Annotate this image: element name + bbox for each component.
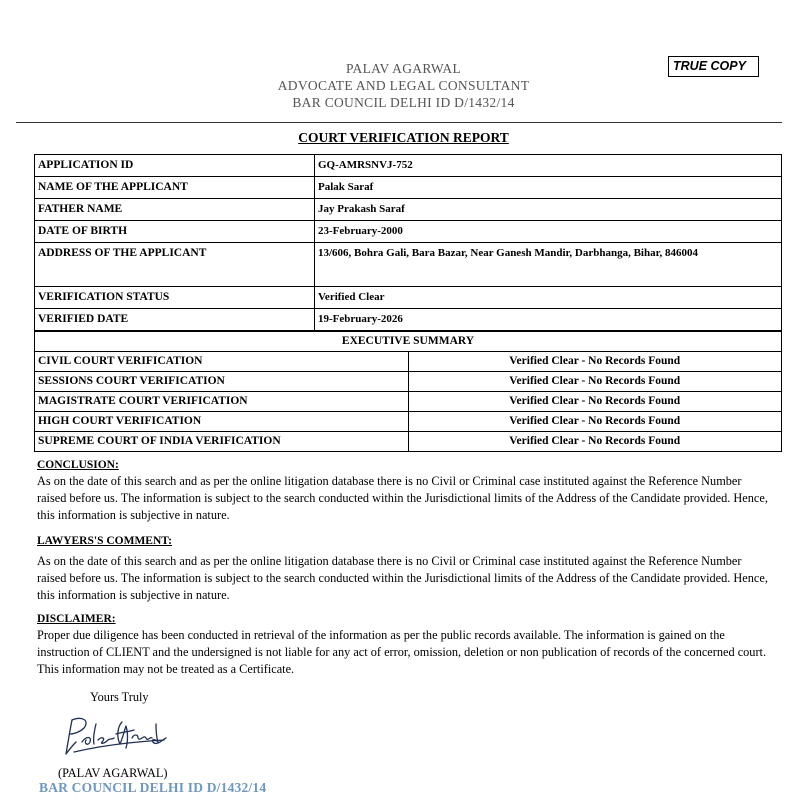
header-divider <box>16 122 782 123</box>
row-label: CIVIL COURT VERIFICATION <box>35 352 409 372</box>
row-label: APPLICATION ID <box>35 155 315 177</box>
conclusion-heading: CONCLUSION: <box>37 459 119 471</box>
table-row <box>35 309 782 331</box>
table-row <box>35 155 782 177</box>
row-value: Verified Clear - No Records Found <box>408 372 782 392</box>
row-label: VERIFICATION STATUS <box>35 287 315 309</box>
row-value: 13/606, Bohra Gali, Bara Bazar, Near Ganesh Mandir, Darbhanga, Bihar, 846004 <box>315 243 782 287</box>
applicant-details-table <box>34 154 782 331</box>
row-value: Verified Clear - No Records Found <box>408 412 782 432</box>
row-value: Jay Prakash Saraf <box>315 199 782 221</box>
report-title: COURT VERIFICATION REPORT <box>298 130 509 145</box>
table-row <box>35 177 782 199</box>
row-value: 23-February-2000 <box>315 221 782 243</box>
row-label: ADDRESS OF THE APPLICANT <box>35 243 315 287</box>
conclusion-text: As on the date of this search and as per the online litigation database there is no Civil or Criminal case instituted against the Reference Number raised before us. The information is subject to the search conducted within the Jurisdictional limits of the Address of the Candidate provided. Hence, this information is subjective in nature. <box>37 474 768 523</box>
table-row <box>35 412 782 432</box>
summary-title: EXECUTIVE SUMMARY <box>35 332 782 352</box>
advocate-name: PALAV AGARWAL <box>345 61 462 76</box>
row-label: DATE OF BIRTH <box>35 221 315 243</box>
disclaimer-heading: DISCLAIMER: <box>37 613 116 625</box>
advocate-bar-id: BAR COUNCIL DELHI ID D/1432/14 <box>292 95 515 110</box>
table-row <box>35 199 782 221</box>
closing-salutation: Yours Truly <box>90 690 149 704</box>
row-label: SUPREME COURT OF INDIA VERIFICATION <box>35 432 409 452</box>
table-row <box>35 352 782 372</box>
table-row <box>35 432 782 452</box>
disclaimer-text: Proper due diligence has been conducted in retrieval of the information as per the public records available. The information is gained on the instruction of CLIENT and the undersigned is not liable for any act of error, omission, deletion or non publication of records of the concerned court. This information may not be treated as a Certificate. <box>37 628 767 677</box>
row-value: Palak Saraf <box>315 177 782 199</box>
row-label: HIGH COURT VERIFICATION <box>35 412 409 432</box>
table-row <box>35 372 782 392</box>
signatory-name: (PALAV AGARWAL) <box>58 766 168 780</box>
signature-icon <box>60 712 175 760</box>
row-value: GQ-AMRSNVJ-752 <box>315 155 782 177</box>
row-value: Verified Clear - No Records Found <box>408 432 782 452</box>
table-row <box>35 287 782 309</box>
row-value: Verified Clear <box>315 287 782 309</box>
table-row <box>35 392 782 412</box>
lawyers-comment-text: As on the date of this search and as per the online litigation database there is no Civil or Criminal case instituted against the Reference Number raised before us. The information is subject to the search conducted within the Jurisdictional limits of the Address of the Candidate provided. Hence, this information is subjective in nature. <box>37 554 768 603</box>
row-value: 19-February-2026 <box>315 309 782 331</box>
lawyers-comment-heading: LAWYERS'S COMMENT: <box>37 535 172 547</box>
true-copy-stamp: TRUE COPY <box>668 56 759 77</box>
executive-summary-table <box>34 331 782 452</box>
row-label: VERIFIED DATE <box>35 309 315 331</box>
row-label: MAGISTRATE COURT VERIFICATION <box>35 392 409 412</box>
row-label: SESSIONS COURT VERIFICATION <box>35 372 409 392</box>
summary-header-row <box>35 332 782 352</box>
row-value: Verified Clear - No Records Found <box>408 392 782 412</box>
signatory-bar-id: BAR COUNCIL DELHI ID D/1432/14 <box>39 780 267 795</box>
advocate-title: ADVOCATE AND LEGAL CONSULTANT <box>277 78 530 93</box>
table-row <box>35 221 782 243</box>
row-label: NAME OF THE APPLICANT <box>35 177 315 199</box>
table-row <box>35 243 782 287</box>
row-value: Verified Clear - No Records Found <box>408 352 782 372</box>
row-label: FATHER NAME <box>35 199 315 221</box>
